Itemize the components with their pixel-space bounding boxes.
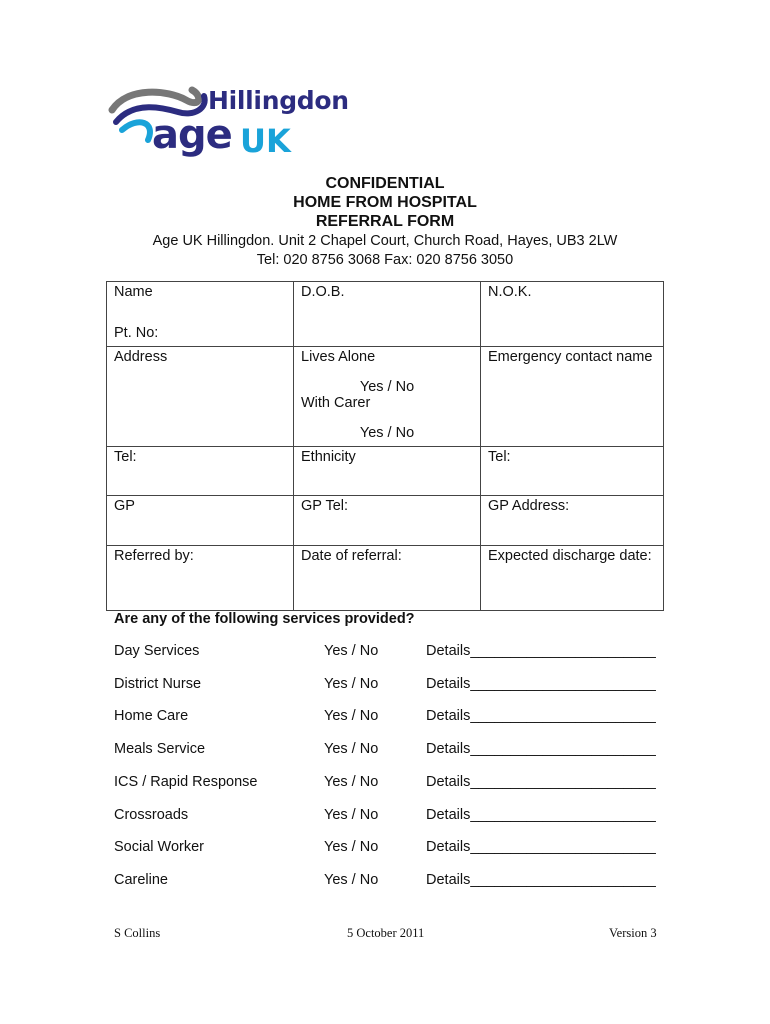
service-yes-no[interactable]: Yes / No (324, 773, 379, 790)
service-name: ICS / Rapid Response (114, 773, 258, 790)
with-carer-label: With Carer (301, 395, 371, 411)
gp-address-field[interactable] (481, 496, 664, 546)
logo-text-hillingdon: Hillingdon (208, 86, 349, 115)
dob-label: D.O.B. (301, 284, 345, 300)
expected-discharge-label: Expected discharge date: (488, 548, 652, 564)
pt-no-label: Pt. No: (114, 325, 159, 341)
service-name: Day Services (114, 643, 200, 659)
address-line: Age UK Hillingdon. Unit 2 Chapel Court, Church Road, Hayes, UB3 2LW (152, 233, 618, 249)
form-title (0, 174, 770, 231)
age-uk-hillingdon-logo (108, 82, 349, 162)
service-yes-no[interactable]: Yes / No (324, 708, 379, 725)
title-home-from-hospital: HOME FROM HOSPITAL (293, 194, 477, 211)
title-confidential: CONFIDENTIAL (325, 175, 445, 192)
service-row (114, 774, 674, 794)
emergency-tel-label: Tel: (488, 449, 511, 465)
dob-field[interactable] (294, 282, 481, 347)
service-row (114, 872, 674, 892)
service-row (114, 741, 674, 761)
service-row (114, 807, 674, 827)
nok-field[interactable] (481, 282, 664, 347)
service-yes-no[interactable]: Yes / No (324, 741, 379, 758)
service-row (114, 643, 674, 663)
lives-alone-field[interactable] (294, 347, 481, 447)
logo-text-uk: UK (240, 122, 291, 160)
footer-author: S Collins (114, 926, 161, 940)
service-row (114, 839, 674, 859)
ethnicity-field[interactable] (294, 447, 481, 496)
phone-fax-line: Tel: 020 8756 3068 Fax: 020 8756 3050 (256, 252, 514, 268)
address-label: Address (114, 349, 168, 365)
with-carer-yes-no[interactable]: Yes / No (359, 425, 415, 441)
ethnicity-label: Ethnicity (301, 449, 356, 465)
service-row (114, 708, 674, 728)
emergency-tel-field[interactable] (481, 447, 664, 496)
service-details-field[interactable]: Details_______________________ (426, 675, 656, 692)
title-referral-form: REFERRAL FORM (315, 213, 455, 230)
service-name: Home Care (114, 708, 189, 725)
service-name: Social Worker (114, 839, 204, 856)
service-details-field[interactable]: Details_______________________ (426, 839, 656, 856)
service-yes-no[interactable]: Yes / No (324, 675, 379, 692)
gp-address-label: GP Address: (488, 498, 570, 514)
service-details-field[interactable]: Details_______________________ (426, 741, 656, 758)
logo-text-age: age (152, 112, 232, 158)
service-details-field[interactable]: Details_______________________ (426, 708, 656, 725)
name-field[interactable] (107, 282, 294, 347)
referred-by-label: Referred by: (114, 548, 194, 564)
service-name: District Nurse (114, 675, 202, 692)
expected-discharge-field[interactable] (481, 546, 664, 611)
lives-alone-yes-no[interactable]: Yes / No (359, 379, 415, 395)
address-field[interactable] (107, 347, 294, 447)
services-heading: Are any of the following services provided? (114, 611, 415, 627)
organisation-address (0, 232, 770, 270)
footer-version: Version 3 (609, 926, 657, 940)
service-yes-no[interactable]: Yes / No (324, 871, 379, 888)
nok-label: N.O.K. (488, 284, 532, 300)
date-of-referral-field[interactable] (294, 546, 481, 611)
footer-date: 5 October 2011 (347, 926, 425, 940)
gp-field[interactable] (107, 496, 294, 546)
service-details-field[interactable]: Details_______________________ (426, 871, 656, 888)
tel-label: Tel: (114, 449, 137, 465)
service-yes-no[interactable]: Yes / No (324, 839, 379, 856)
gp-tel-label: GP Tel: (301, 498, 349, 514)
service-name: Careline (114, 871, 168, 888)
patient-details-table (106, 281, 664, 611)
date-of-referral-label: Date of referral: (301, 548, 402, 564)
emergency-contact-field[interactable] (481, 347, 664, 447)
service-details-field[interactable]: Details_______________________ (426, 643, 656, 659)
name-label: Name (114, 284, 153, 300)
gp-label: GP (114, 498, 135, 514)
emergency-contact-label: Emergency contact name (488, 349, 653, 365)
referred-by-field[interactable] (107, 546, 294, 611)
service-name: Crossroads (114, 806, 189, 823)
lives-alone-label: Lives Alone (301, 349, 376, 365)
service-yes-no[interactable]: Yes / No (324, 643, 379, 659)
tel-field[interactable] (107, 447, 294, 496)
service-details-field[interactable]: Details_______________________ (426, 773, 656, 790)
gp-tel-field[interactable] (294, 496, 481, 546)
service-details-field[interactable]: Details_______________________ (426, 806, 656, 823)
service-yes-no[interactable]: Yes / No (324, 806, 379, 823)
service-row (114, 676, 674, 696)
service-name: Meals Service (114, 741, 206, 758)
